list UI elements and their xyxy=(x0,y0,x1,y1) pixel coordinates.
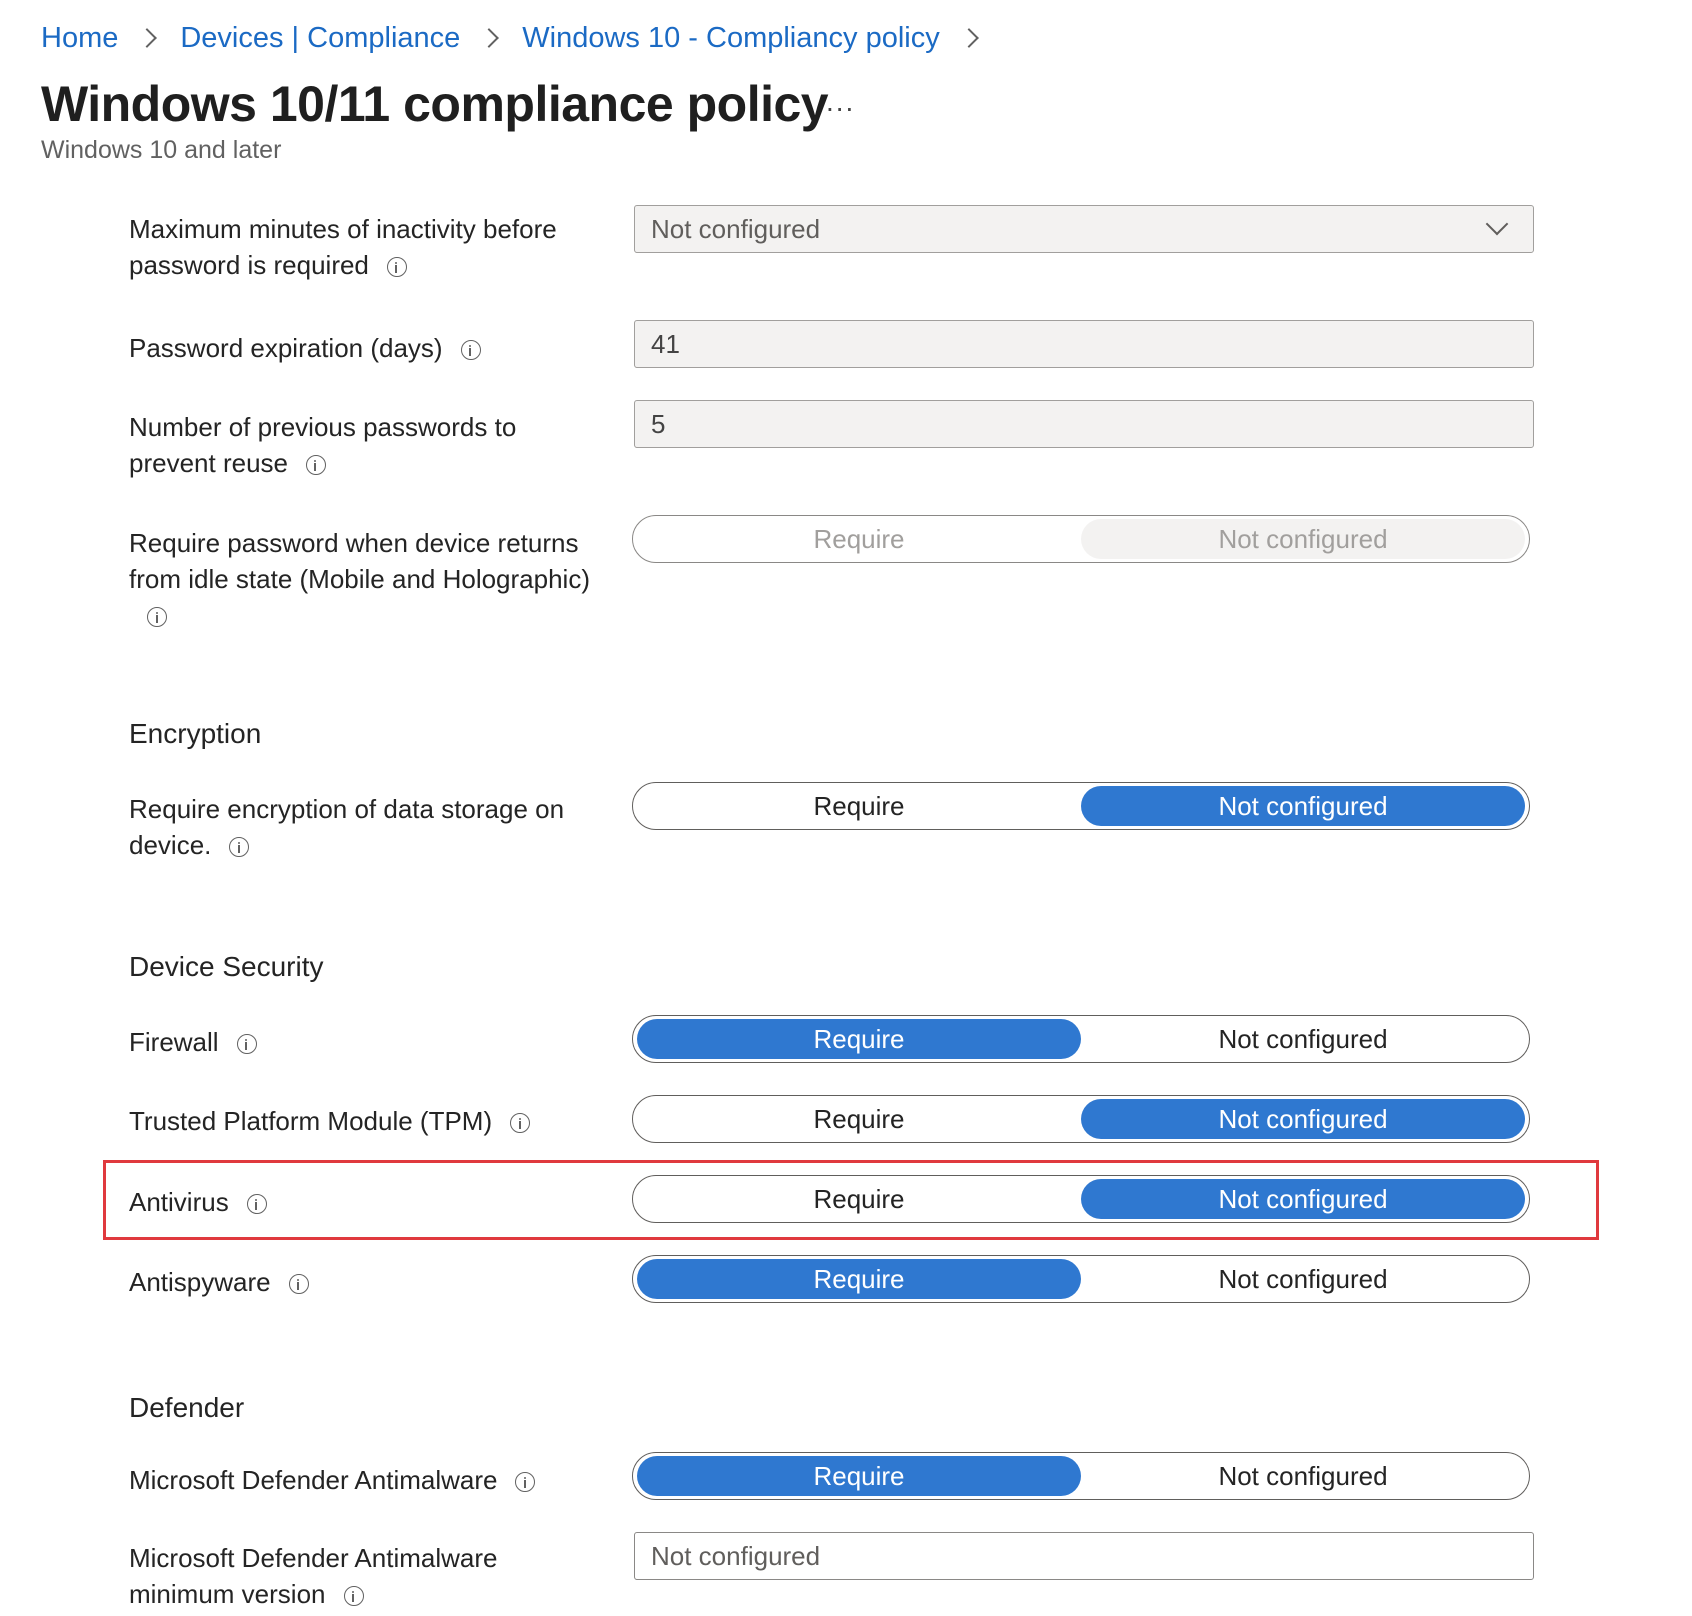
info-icon[interactable] xyxy=(510,1113,530,1133)
tpm-label: Trusted Platform Module (TPM) xyxy=(129,1103,609,1139)
encryption-storage-toggle xyxy=(632,782,1530,830)
toggle-option-require: Require xyxy=(813,523,905,554)
inactivity-dropdown[interactable]: Not configured xyxy=(634,205,1534,253)
antivirus-toggle xyxy=(632,1175,1530,1223)
antispyware-label: Antispyware xyxy=(129,1264,609,1300)
defender-antimalware-label: Microsoft Defender Antimalware xyxy=(129,1462,609,1498)
section-heading-encryption: Encryption xyxy=(129,718,262,749)
info-icon[interactable] xyxy=(229,837,249,857)
expiration-input[interactable]: 41 xyxy=(634,320,1534,368)
antispyware-toggle xyxy=(632,1255,1530,1303)
toggle-option-not-configured[interactable]: Not configured xyxy=(1218,1263,1388,1294)
info-icon[interactable] xyxy=(344,1586,364,1606)
firewall-toggle xyxy=(632,1015,1530,1063)
toggle-option-require[interactable]: Require xyxy=(813,790,905,821)
breadcrumb-home[interactable]: Home xyxy=(41,21,119,54)
more-options-button[interactable]: ... xyxy=(826,86,856,117)
info-icon[interactable] xyxy=(515,1472,535,1492)
info-icon[interactable] xyxy=(306,455,326,475)
defender-min-version-label: Microsoft Defender Antimalware minimum version xyxy=(129,1543,498,1609)
breadcrumb xyxy=(41,18,1002,58)
tpm-toggle xyxy=(632,1095,1530,1143)
previous-passwords-input[interactable]: 5 xyxy=(634,400,1534,448)
toggle-option-require[interactable]: Require xyxy=(637,1456,1081,1496)
section-heading-device-security: Device Security xyxy=(129,951,324,982)
info-icon[interactable] xyxy=(237,1034,257,1054)
idle-password-label: Require password when device returns from idle state (Mobile and Holographic) xyxy=(129,525,609,633)
breadcrumb-devices-compliance[interactable]: Devices | Compliance xyxy=(180,21,461,54)
toggle-option-not-configured[interactable]: Not configured xyxy=(1081,1099,1525,1139)
page-title: Windows 10/11 compliance policy xyxy=(41,76,829,132)
toggle-option-require[interactable]: Require xyxy=(813,1103,905,1134)
idle-password-toggle xyxy=(632,515,1530,563)
info-icon[interactable] xyxy=(289,1274,309,1294)
inactivity-label: Maximum minutes of inactivity before password is required xyxy=(129,214,557,280)
chevron-right-icon xyxy=(959,28,979,48)
section-heading-defender: Defender xyxy=(129,1392,245,1423)
antivirus-label: Antivirus xyxy=(129,1184,609,1220)
toggle-option-not-configured[interactable]: Not configured xyxy=(1081,1179,1525,1219)
toggle-option-not-configured[interactable]: Not configured xyxy=(1081,786,1525,826)
chevron-right-icon xyxy=(137,28,157,48)
toggle-option-not-configured[interactable]: Not configured xyxy=(1218,1460,1388,1491)
chevron-right-icon xyxy=(479,28,499,48)
page-subtitle: Windows 10 and later xyxy=(41,136,282,164)
previous-passwords-label: Number of previous passwords to prevent reuse xyxy=(129,412,517,478)
info-icon[interactable] xyxy=(147,607,167,627)
info-icon[interactable] xyxy=(461,340,481,360)
toggle-option-require[interactable]: Require xyxy=(813,1183,905,1214)
info-icon[interactable] xyxy=(387,257,407,277)
defender-min-version-input[interactable]: Not configured xyxy=(634,1532,1534,1580)
firewall-label: Firewall xyxy=(129,1024,609,1060)
breadcrumb-policy[interactable]: Windows 10 - Compliancy policy xyxy=(522,21,940,54)
toggle-option-require[interactable]: Require xyxy=(637,1259,1081,1299)
defender-antimalware-toggle xyxy=(632,1452,1530,1500)
expiration-label: Password expiration (days) xyxy=(129,330,609,366)
encryption-storage-label: Require encryption of data storage on device. xyxy=(129,794,565,860)
info-icon[interactable] xyxy=(247,1194,267,1214)
toggle-option-require[interactable]: Require xyxy=(637,1019,1081,1059)
toggle-option-not-configured: Not configured xyxy=(1081,519,1525,559)
toggle-option-not-configured[interactable]: Not configured xyxy=(1218,1023,1388,1054)
chevron-down-icon xyxy=(1486,213,1509,236)
